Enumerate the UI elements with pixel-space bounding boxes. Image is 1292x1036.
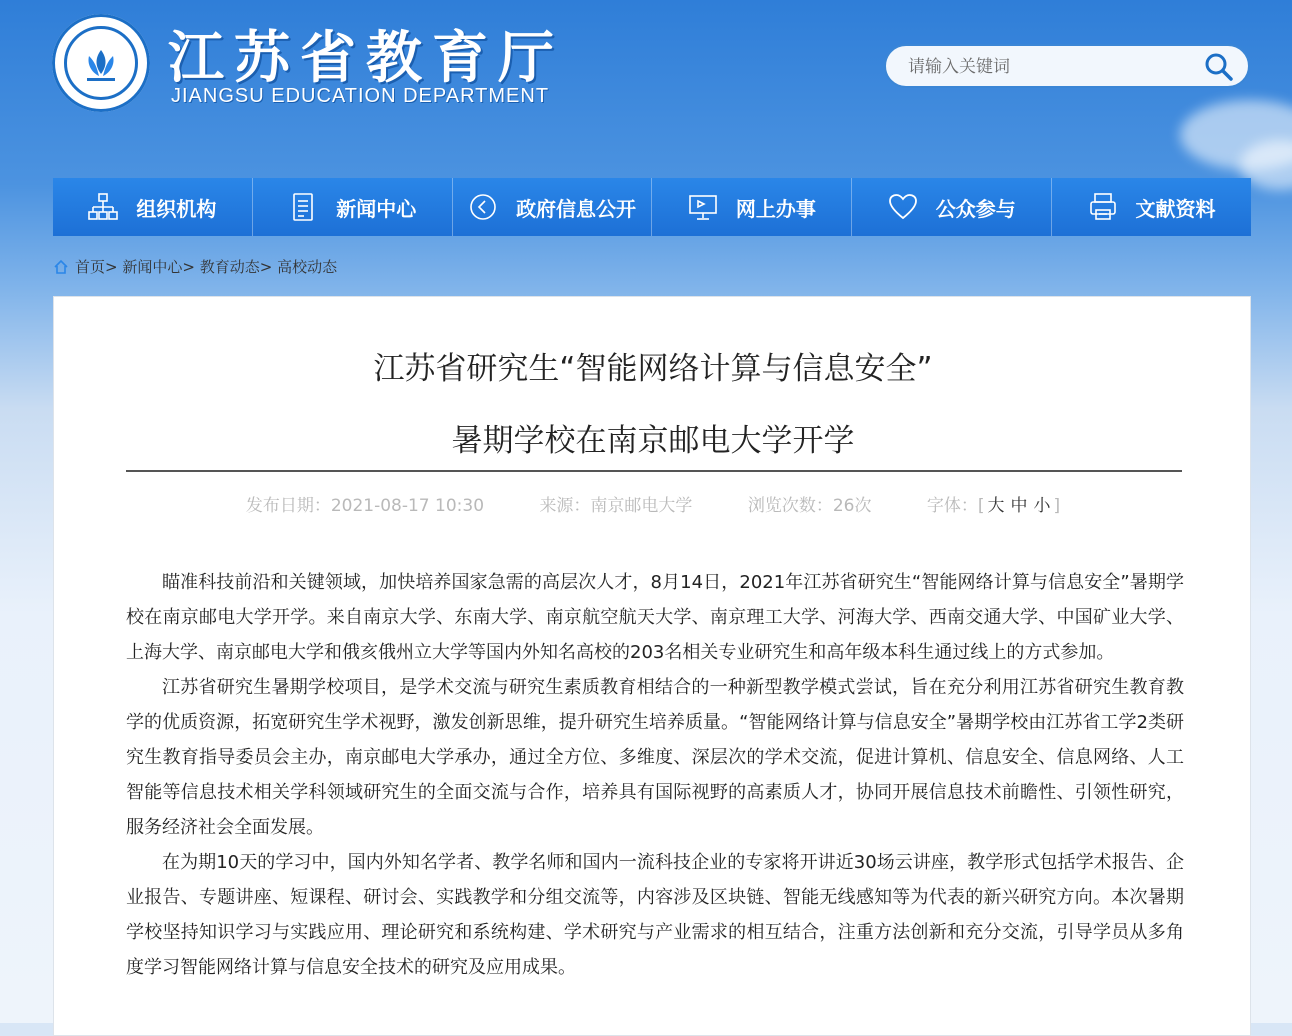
site-title: 江苏省教育厅 [168, 26, 564, 91]
paragraph: 在为期10天的学习中，国内外知名学者、教学名师和国内一流科技企业的专家将开讲近30场云讲座，教学形式包括学术报告、企业报告、专题讲座、短课程、研讨会、实践教学和分组交流等，内容涉及区块链、智能无线感知等为代表的新兴研究方向。本次暑期学校坚持知识学习与实践应用、理论研究和系统构建、学术研究与产业需求的相互结合，注重方法创新和充分交流，引导学员从多角度学习智能网络计算与信息安全技术的研究及应用成果。 [126, 852, 1184, 978]
org-chart-icon [88, 192, 118, 222]
nav-item-docs[interactable] [1052, 178, 1251, 236]
article-source: 来源：南京邮电大学 [539, 496, 693, 516]
printer-icon [1088, 192, 1118, 222]
main-nav [53, 178, 1251, 236]
article-meta: 发布日期：2021-08-17 10:30 来源：南京邮电大学 浏览次数：26次 字体：[ 大 中 小 ] [245, 496, 1061, 516]
font-size-large[interactable]: 大 [987, 496, 1005, 516]
nav-item-gov-info[interactable] [453, 178, 653, 236]
nav-label: 网上办事 [735, 196, 816, 221]
nav-item-online-service[interactable] [652, 178, 852, 236]
document-icon [288, 192, 318, 222]
font-size-small[interactable]: 小 [1033, 496, 1051, 516]
article-panel [53, 296, 1251, 1036]
breadcrumb-edu[interactable]: 教育动态 [199, 258, 260, 276]
info-circle-icon [468, 192, 498, 222]
breadcrumb-sep: > [259, 257, 273, 276]
nav-label: 文献资料 [1135, 196, 1216, 221]
article-title-line1: 江苏省研究生“智能网络计算与信息安全” [373, 351, 933, 387]
breadcrumb [53, 256, 337, 277]
font-size-medium[interactable]: 中 [1010, 496, 1028, 516]
breadcrumb-sep: > [182, 257, 195, 276]
view-count: 浏览次数：26次 [747, 496, 872, 516]
site-logo[interactable] [52, 14, 150, 112]
nav-label: 公众参与 [935, 196, 1016, 221]
article-title-line2: 暑期学校在南京邮电大学开学 [451, 423, 855, 459]
nav-label: 组织机构 [136, 196, 217, 221]
breadcrumb-sep: > [105, 257, 118, 276]
breadcrumb-news[interactable]: 新闻中心 [122, 258, 183, 276]
font-size-label: 字体： [926, 496, 978, 516]
nav-label: 政府信息公开 [516, 196, 637, 221]
monitor-icon [688, 192, 718, 222]
breadcrumb-home[interactable]: 首页 [75, 258, 106, 276]
logo-emblem-icon [79, 44, 123, 84]
title-divider [126, 470, 1182, 472]
site-subtitle: JIANGSU EDUCATION DEPARTMENT [171, 85, 550, 107]
search-icon[interactable] [1204, 52, 1234, 82]
article-body [126, 565, 1184, 985]
paragraph: 江苏省研究生暑期学校项目，是学术交流与研究生素质教育相结合的一种新型教学模式尝试，旨在充分利用江苏省研究生教育教学的优质资源，拓宽研究生学术视野，激发创新思维，提升研究生培养质量。“智能网络计算与信息安全”暑期学校由江苏省工学2类研究生教育指导委员会主办，南京邮电大学承办，通过全方位、多维度、深层次的学术交流，促进计算机、信息安全、信息网络、人工智能等信息技术相关学科领域研究生的全面交流与合作，培养具有国际视野的高素质人才，协同开展信息技术前瞻性、引领性研究，服务经济社会全面发展。 [126, 677, 1184, 838]
breadcrumb-univ[interactable]: 高校动态 [277, 258, 338, 276]
nav-item-org[interactable] [53, 178, 253, 236]
search-input[interactable] [906, 54, 1200, 80]
search-box [884, 44, 1250, 88]
paragraph: 瞄准科技前沿和关键领域，加快培养国家急需的高层次人才，8月14日，2021年江苏省研究生“智能网络计算与信息安全”暑期学校在南京邮电大学开学。来自南京大学、东南大学、南京航空航天大学、南京理工大学、河海大学、西南交通大学、中国矿业大学、上海大学、南京邮电大学和俄亥俄州立大学等国内外知名高校的203名相关专业研究生和高年级本科生通过线上的方式参加。 [126, 572, 1184, 663]
heart-icon [888, 192, 918, 222]
home-icon [53, 259, 69, 275]
nav-item-news[interactable] [253, 178, 453, 236]
nav-item-public[interactable] [852, 178, 1052, 236]
nav-label: 新闻中心 [336, 196, 417, 221]
publish-date: 发布日期：2021-08-17 10:30 [245, 496, 485, 516]
